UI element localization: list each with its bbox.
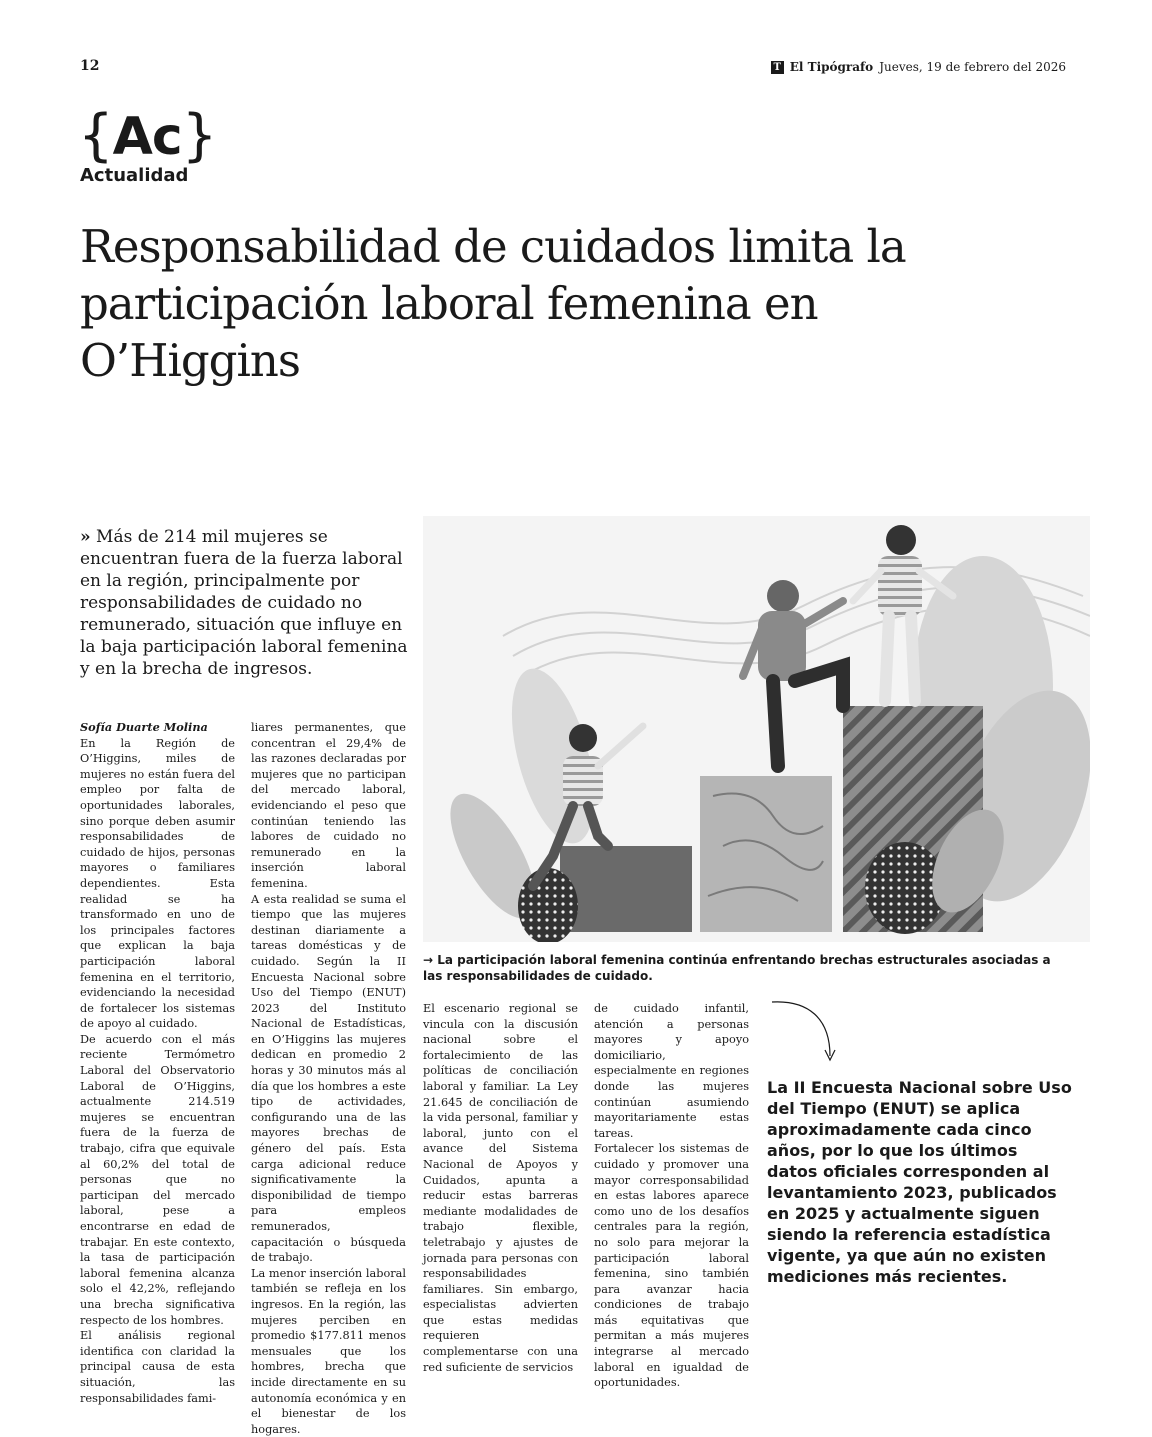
lead-paragraph — [80, 526, 410, 680]
body-paragraph: La menor inserción laboral también se refleja en los ingresos. En la región, las mujeres perciben en promedio $177.811 menos mensuales que los hombres, brecha que incide directamente en su autonomía económica y en el bienestar de los hogares. — [251, 1266, 406, 1436]
body-paragraph: En la Región de O’Higgins, miles de mujeres no están fuera del empleo por falta de oportunidades laborales, sino porque deben asumir responsabilidades de cuidado de hijos, personas mayores o familiares dependientes. Esta realidad se ha transformado en uno de los principales factores que explican la baja participación laboral femenina en el territorio, evidenciando la necesidad de fortalecer los sistemas de apoyo al cuidado. — [80, 736, 235, 1031]
headline: Responsabilidad de cuidados limita la participación laboral femenina en O’Higgins — [80, 220, 906, 387]
lead-marker-icon: » — [80, 527, 91, 547]
image-caption — [423, 952, 1063, 984]
curved-arrow-icon — [768, 996, 848, 1066]
section-code: {Ac} — [78, 103, 217, 168]
issue-date: Jueves, 19 de febrero del 2026 — [879, 60, 1066, 74]
masthead-name: El Tipógrafo — [789, 60, 874, 74]
body-column-4 — [594, 1001, 749, 1391]
section-logo — [78, 104, 216, 186]
byline: Sofía Duarte Molina — [80, 720, 208, 734]
section-name: Actualidad — [80, 165, 189, 186]
body-paragraph: Fortalecer los sistemas de cuidado y promover una mayor corresponsabilidad en estas labores aparece como uno de los desafíos centrales para la región, no solo para mejorar la participación laboral femenina, sino también para avanzar hacia condiciones de trabajo más equitativas que permitan a más mujeres integrarse al mercado laboral en igualdad de oportunidades. — [594, 1142, 749, 1390]
body-paragraph: El escenario regional se vincula con la discusión nacional sobre el fortalecimiento de las políticas de conciliación laboral y familiar. La Ley 21.645 de conciliación de la vida personal, familiar y laboral, junto con el avance del Sistema Nacional de Apoyos y Cuidados, apunta a reducir estas barreras mediante modalidades de trabajo flexible, teletrabajo y ajustes de jornada para personas con responsabilidades familiares. Sin embargo, especialistas advierten que estas medidas requieren complementarse con una red suficiente de servicios — [423, 1002, 578, 1374]
body-column-1 — [80, 720, 235, 1406]
article-illustration — [423, 516, 1090, 942]
body-paragraph: A esta realidad se suma el tiempo que las mujeres destinan diariamente a tareas domésticas y de cuidado. Según la II Encuesta Nacional sobre Uso del Tiempo (ENUT) 2023 del Instituto Nacional de Estadísticas, en O’Higgins las mujeres dedican en promedio 2 horas y 30 minutos más al día que los hombres a este tipo de actividades, configurando una de las mayores brechas de género del país. Esta carga adicional reduce significativamente la disponibilidad de tiempo para empleos remunerados, capacitación o búsqueda de trabajo. — [251, 892, 406, 1265]
lead-text: Más de 214 mil mujeres se encuentran fuera de la fuerza laboral en la región, principalmente por responsabilidades de cuidado no remunerado, situación que influye en la baja participación laboral femenina y en la brecha de ingresos. — [80, 527, 408, 679]
page-number: 12 — [80, 58, 100, 74]
sidebar-note: La II Encuesta Nacional sobre Uso del Tiempo (ENUT) se aplica aproximadamente cada cinco años, por lo que los últimos datos oficiales corresponden al levantamiento 2023, publicados en 2025 y actualmente siguen siendo la referencia estadística vigente, ya que aún no existen mediciones más recientes. — [767, 1078, 1072, 1286]
body-paragraph: de cuidado infantil, atención a personas mayores y apoyo domiciliario, especialmente en regiones donde las mujeres continúan asumiendo mayoritariamente estas tareas. — [594, 1002, 749, 1140]
body-paragraph: El análisis regional identifica con claridad la principal causa de esta situación, las responsabilidades fami- — [80, 1329, 235, 1405]
body-column-3 — [423, 1001, 578, 1375]
body-paragraph: De acuerdo con el más reciente Termómetro Laboral del Observatorio Laboral de O’Higgins, actualmente 214.519 mujeres se encuentran fuera de la fuerza de trabajo, cifra que equivale al 60,2% del total de personas que no participan del mercado laboral, pese a encontrarse en edad de trabajar. En este contexto, la tasa de participación laboral femenina alcanza solo el 42,2%, reflejando una brecha significativa respecto de los hombres. — [80, 1032, 235, 1327]
caption-text: La participación laboral femenina continúa enfrentando brechas estructurales asociadas a las responsabilidades de cuidado. — [423, 953, 1051, 983]
body-paragraph: liares permanentes, que concentran el 29,4% de las razones declaradas por mujeres que no participan del mercado laboral, evidenciando el peso que continúan teniendo las labores de cuidado no remunerado en la inserción laboral femenina. — [251, 721, 406, 890]
masthead-logo: T — [771, 61, 784, 74]
caption-arrow-icon: → — [423, 953, 434, 967]
masthead — [771, 60, 1066, 74]
body-column-2 — [251, 720, 406, 1437]
illustration-women-climbing-steps — [423, 516, 1090, 942]
